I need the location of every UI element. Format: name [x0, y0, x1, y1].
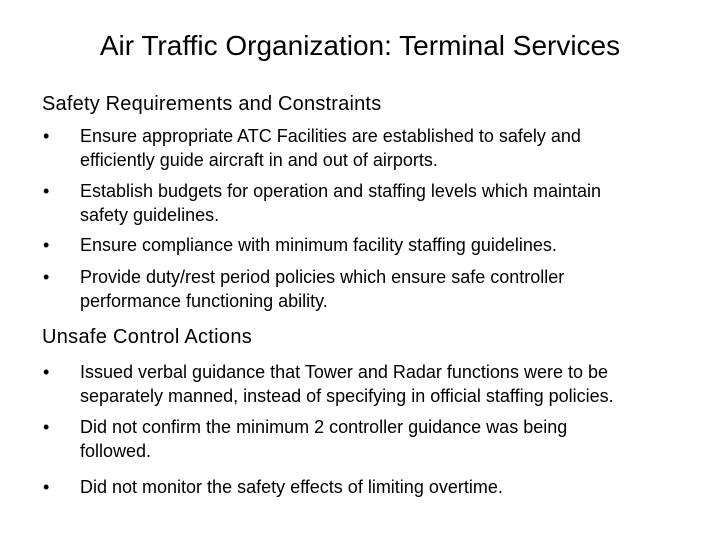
slide-title: Air Traffic Organization: Terminal Services: [99, 30, 621, 61]
bullet-icon: •: [43, 235, 50, 255]
section-heading-safety-requirements: Safety Requirements and Constraints: [42, 93, 382, 115]
list-item-text: [80, 415, 700, 463]
bullet-icon: •: [43, 362, 50, 382]
list-item-line: safety guidelines.: [80, 205, 220, 225]
bullet-icon: •: [43, 417, 50, 437]
list-item-text: [80, 179, 700, 227]
list-item-line: Ensure compliance with minimum facility staffing guidelines.: [80, 235, 557, 255]
list-item-text: [80, 265, 700, 313]
bullet-icon: •: [43, 181, 50, 201]
list-item-line: Did not confirm the minimum 2 controller guidance was being: [80, 417, 568, 437]
bullet-icon: •: [43, 477, 50, 497]
list-item-line: separately manned, instead of specifying in official staffing policies.: [80, 386, 614, 406]
list-item-text: [80, 233, 700, 257]
list-item-line: Establish budgets for operation and staffing levels which maintain: [80, 181, 601, 201]
bullet-icon: •: [43, 126, 50, 146]
list-item-text: [80, 124, 700, 172]
list-item-line: Did not monitor the safety effects of limiting overtime.: [80, 477, 503, 497]
bullet-icon: •: [43, 267, 50, 287]
list-item-line: Provide duty/rest period policies which ensure safe controller: [80, 267, 565, 287]
section-heading-unsafe-control-actions: Unsafe Control Actions: [42, 326, 253, 348]
list-item-line: followed.: [80, 441, 152, 461]
list-item-line: efficiently guide aircraft in and out of airports.: [80, 150, 438, 170]
list-item-line: performance functioning ability.: [80, 291, 328, 311]
list-item-text: [80, 360, 700, 408]
list-item-text: [80, 475, 700, 499]
list-item-line: Ensure appropriate ATC Facilities are established to safely and: [80, 126, 581, 146]
list-item-line: Issued verbal guidance that Tower and Radar functions were to be: [80, 362, 608, 382]
